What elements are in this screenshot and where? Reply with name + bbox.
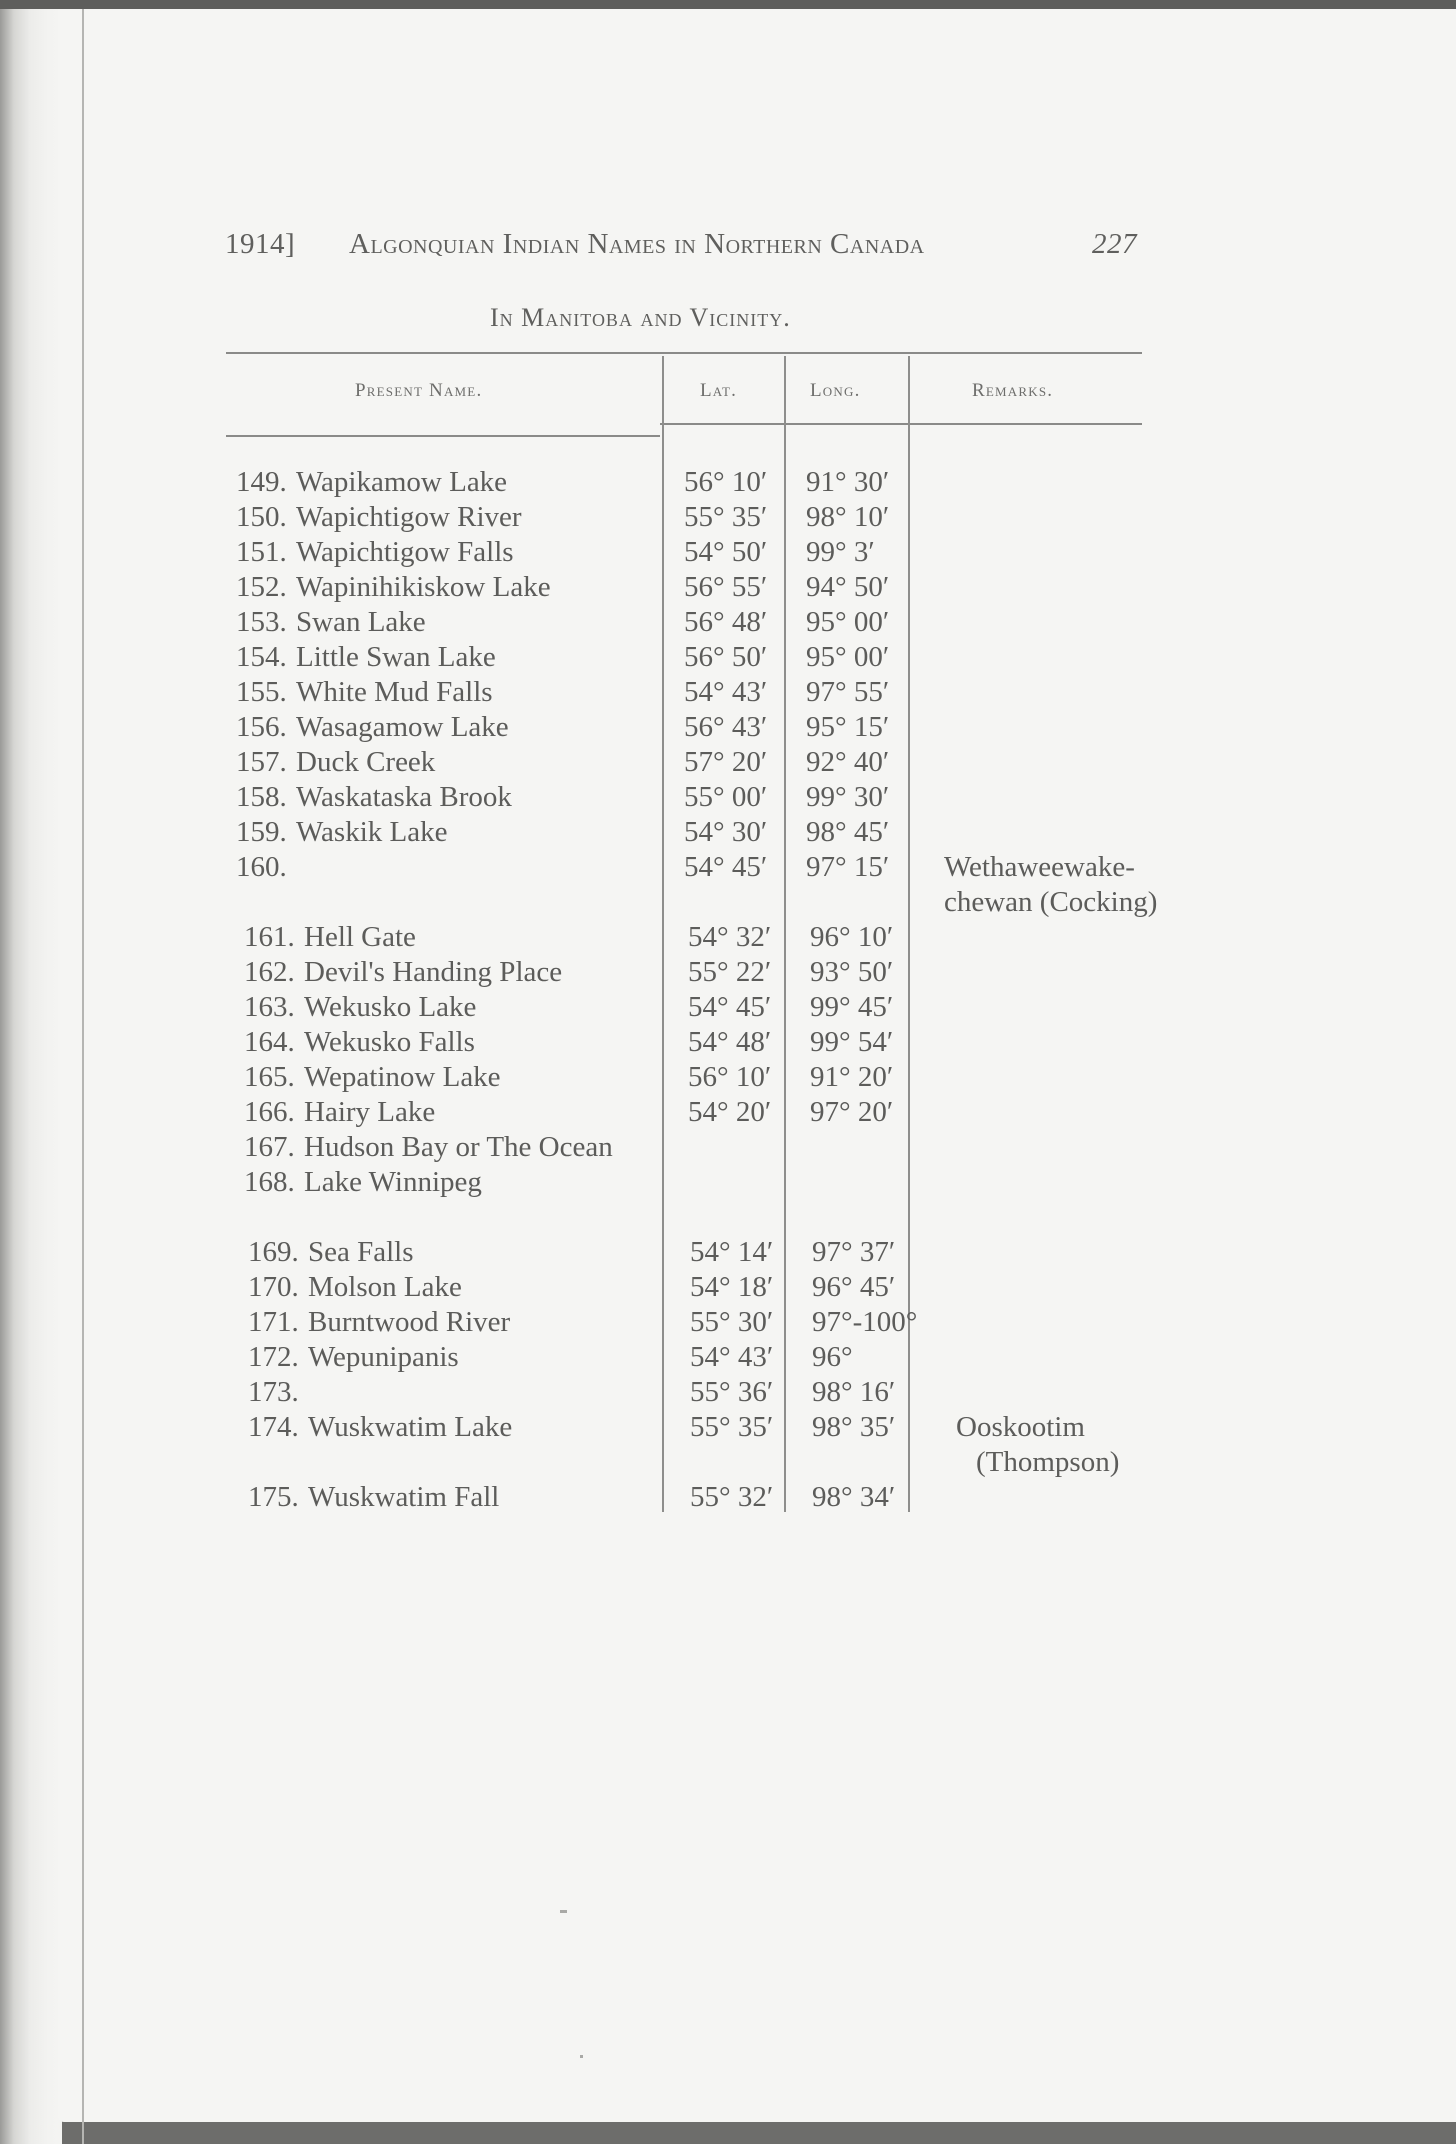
row-longitude: 99° 3′ bbox=[806, 536, 875, 568]
row-number: 167. bbox=[244, 1131, 295, 1163]
page-gutter-edge bbox=[82, 0, 84, 2144]
row-latitude: 55° 30′ bbox=[690, 1306, 774, 1338]
row-present-name: Wekusko Falls bbox=[304, 1026, 475, 1058]
row-longitude: 97° 20′ bbox=[810, 1096, 894, 1128]
row-longitude: 98° 45′ bbox=[806, 816, 890, 848]
column-divider-long bbox=[784, 356, 786, 1512]
row-number: 174. bbox=[248, 1411, 299, 1443]
row-longitude: 98° 35′ bbox=[812, 1411, 896, 1443]
row-remarks-continued: chewan (Cocking) bbox=[944, 886, 1158, 918]
row-number: 164. bbox=[244, 1026, 295, 1058]
row-present-name: Hell Gate bbox=[304, 921, 416, 953]
row-present-name: Swan Lake bbox=[296, 606, 426, 638]
row-present-name: Wasagamow Lake bbox=[296, 711, 509, 743]
row-present-name: Wuskwatim Fall bbox=[308, 1481, 500, 1513]
row-latitude: 55° 32′ bbox=[690, 1481, 774, 1513]
row-latitude: 56° 48′ bbox=[684, 606, 768, 638]
row-number: 165. bbox=[244, 1061, 295, 1093]
row-present-name: Wuskwatim Lake bbox=[308, 1411, 513, 1443]
row-latitude: 54° 45′ bbox=[684, 851, 768, 883]
row-present-name: Duck Creek bbox=[296, 746, 436, 778]
row-number: 155. bbox=[236, 676, 287, 708]
row-present-name: Wepatinow Lake bbox=[304, 1061, 501, 1093]
row-longitude: 99° 54′ bbox=[810, 1026, 894, 1058]
header-bottom-rule-left bbox=[226, 435, 660, 437]
row-number: 166. bbox=[244, 1096, 295, 1128]
row-latitude: 54° 14′ bbox=[690, 1236, 774, 1268]
row-present-name: Molson Lake bbox=[308, 1271, 462, 1303]
row-number: 161. bbox=[244, 921, 295, 953]
row-latitude: 54° 30′ bbox=[684, 816, 768, 848]
running-head-title: Algonquian Indian Names in Northern Canada bbox=[349, 228, 925, 260]
page-number: 227 bbox=[1092, 228, 1137, 260]
scan-speck bbox=[560, 1910, 567, 1913]
row-present-name: Waskik Lake bbox=[296, 816, 448, 848]
row-present-name: Wapichtigow Falls bbox=[296, 536, 514, 568]
row-longitude: 96° bbox=[812, 1341, 853, 1373]
row-longitude: 91° 30′ bbox=[806, 466, 890, 498]
row-longitude: 97° 37′ bbox=[812, 1236, 896, 1268]
row-present-name: Wapikamow Lake bbox=[296, 466, 508, 498]
row-longitude: 91° 20′ bbox=[810, 1061, 894, 1093]
row-number: 152. bbox=[236, 571, 287, 603]
row-number: 159. bbox=[236, 816, 287, 848]
row-latitude: 56° 50′ bbox=[684, 641, 768, 673]
row-latitude: 54° 32′ bbox=[688, 921, 772, 953]
row-number: 151. bbox=[236, 536, 287, 568]
header-lat: Lat. bbox=[700, 380, 738, 401]
row-number: 149. bbox=[236, 466, 287, 498]
row-number: 168. bbox=[244, 1166, 295, 1198]
header-present-name: Present Name. bbox=[355, 380, 483, 401]
row-longitude: 98° 16′ bbox=[812, 1376, 896, 1408]
row-number: 153. bbox=[236, 606, 287, 638]
row-number: 170. bbox=[248, 1271, 299, 1303]
column-divider-lat bbox=[662, 356, 664, 1512]
row-latitude: 54° 45′ bbox=[688, 991, 772, 1023]
scan-top-edge bbox=[0, 0, 1456, 9]
row-present-name: Sea Falls bbox=[308, 1236, 414, 1268]
row-longitude: 98° 34′ bbox=[812, 1481, 896, 1513]
row-latitude: 55° 00′ bbox=[684, 781, 768, 813]
row-present-name: Lake Winnipeg bbox=[304, 1166, 482, 1198]
row-number: 150. bbox=[236, 501, 287, 533]
running-head-year: 1914] bbox=[225, 228, 296, 260]
row-latitude: 54° 43′ bbox=[684, 676, 768, 708]
row-longitude: 95° 00′ bbox=[806, 606, 890, 638]
scan-left-shadow bbox=[0, 0, 62, 2144]
row-number: 156. bbox=[236, 711, 287, 743]
row-number: 163. bbox=[244, 991, 295, 1023]
header-bottom-rule-right bbox=[660, 423, 1142, 425]
row-present-name: Hairy Lake bbox=[304, 1096, 436, 1128]
row-latitude: 56° 10′ bbox=[684, 466, 768, 498]
row-latitude: 55° 36′ bbox=[690, 1376, 774, 1408]
row-present-name: Little Swan Lake bbox=[296, 641, 496, 673]
row-longitude: 99° 45′ bbox=[810, 991, 894, 1023]
running-head bbox=[225, 228, 1137, 268]
header-long: Long. bbox=[810, 380, 861, 401]
row-longitude: 97° 15′ bbox=[806, 851, 890, 883]
row-present-name: Waskataska Brook bbox=[296, 781, 512, 813]
row-number: 172. bbox=[248, 1341, 299, 1373]
row-longitude: 96° 10′ bbox=[810, 921, 894, 953]
row-present-name: Devil's Handing Place bbox=[304, 956, 563, 988]
row-longitude: 97°-100° bbox=[812, 1306, 918, 1338]
row-latitude: 54° 48′ bbox=[688, 1026, 772, 1058]
row-present-name: Wepunipanis bbox=[308, 1341, 459, 1373]
row-present-name: Burntwood River bbox=[308, 1306, 511, 1338]
row-remarks: Wethaweewake- bbox=[944, 851, 1135, 883]
row-present-name: White Mud Falls bbox=[296, 676, 493, 708]
row-longitude: 98° 10′ bbox=[806, 501, 890, 533]
row-present-name: Wapinihikiskow Lake bbox=[296, 571, 551, 603]
row-latitude: 54° 18′ bbox=[690, 1271, 774, 1303]
table-top-rule bbox=[226, 352, 1142, 354]
row-remarks-continued: (Thompson) bbox=[976, 1446, 1120, 1478]
row-latitude: 56° 55′ bbox=[684, 571, 768, 603]
row-present-name: Wekusko Lake bbox=[304, 991, 477, 1023]
row-longitude: 96° 45′ bbox=[812, 1271, 896, 1303]
row-latitude: 54° 43′ bbox=[690, 1341, 774, 1373]
row-longitude: 95° 15′ bbox=[806, 711, 890, 743]
row-latitude: 54° 50′ bbox=[684, 536, 768, 568]
row-longitude: 97° 55′ bbox=[806, 676, 890, 708]
row-present-name: Hudson Bay or The Ocean bbox=[304, 1131, 613, 1163]
row-latitude: 57° 20′ bbox=[684, 746, 768, 778]
row-latitude: 55° 35′ bbox=[684, 501, 768, 533]
row-number: 158. bbox=[236, 781, 287, 813]
row-number: 157. bbox=[236, 746, 287, 778]
row-number: 162. bbox=[244, 956, 295, 988]
row-number: 171. bbox=[248, 1306, 299, 1338]
row-longitude: 93° 50′ bbox=[810, 956, 894, 988]
row-number: 160. bbox=[236, 851, 287, 883]
row-latitude: 56° 43′ bbox=[684, 711, 768, 743]
row-number: 173. bbox=[248, 1376, 299, 1408]
row-latitude: 55° 22′ bbox=[688, 956, 772, 988]
header-remarks: Remarks. bbox=[972, 380, 1054, 401]
row-latitude: 55° 35′ bbox=[690, 1411, 774, 1443]
row-longitude: 95° 00′ bbox=[806, 641, 890, 673]
row-remarks: Ooskootim bbox=[956, 1411, 1085, 1443]
scan-speck bbox=[580, 2055, 583, 2058]
row-number: 175. bbox=[248, 1481, 299, 1513]
row-latitude: 56° 10′ bbox=[688, 1061, 772, 1093]
row-number: 169. bbox=[248, 1236, 299, 1268]
row-longitude: 94° 50′ bbox=[806, 571, 890, 603]
section-title: In Manitoba and Vicinity. bbox=[490, 303, 791, 332]
row-longitude: 92° 40′ bbox=[806, 746, 890, 778]
row-longitude: 99° 30′ bbox=[806, 781, 890, 813]
row-number: 154. bbox=[236, 641, 287, 673]
row-present-name: Wapichtigow River bbox=[296, 501, 522, 533]
row-latitude: 54° 20′ bbox=[688, 1096, 772, 1128]
